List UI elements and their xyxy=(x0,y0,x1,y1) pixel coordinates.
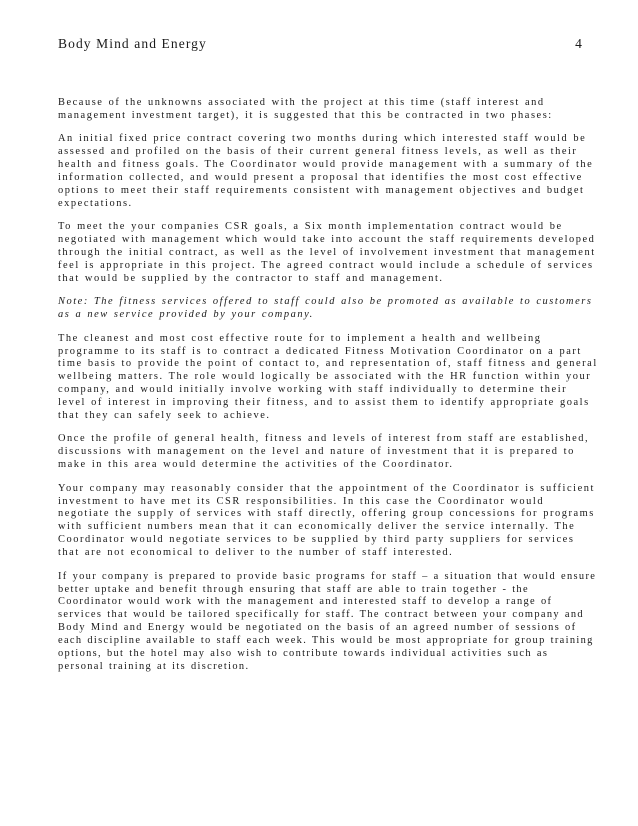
paragraph-csr-responsibilities: Your company may reasonably consider that the appointment of the Coordinator is sufficient investment to have met its CSR responsibilities. In this case the Coordinator would negotiate the supply of services with staff directly, offering group concessions for programs with sufficient numbers mean that it can economically deliver the service internally. The Coordinator would negotiate services to be supplied by third party suppliers for services that are not economical to deliver to the number of staff interested. xyxy=(58,482,595,559)
header-title: Body Mind and Energy xyxy=(58,36,207,51)
paragraph-basic-programs: If your company is prepared to provide basic programs for staff – a situation that would ensure better uptake and benefit through ensuring that staff are able to train together - the Coordinator would work with the management and interested staff to develop a range of services that would be tailored specifically for staff. The contract between your company and Body Mind and Energy would be negotiated on the basis of an agreed number of sessions of each discipline available to staff each week. This would be most appropriate for group training options, but the hotel may also wish to contribute towards individual activities such as personal training at its discretion. xyxy=(58,570,597,672)
paragraph-note: Note: The fitness services offered to staff could also be promoted as available to customers as a new service provided by your company. xyxy=(58,296,593,321)
paragraph-phases-intro: Because of the unknowns associated with the project at this time (staff interest and management investment target), it is suggested that this be contracted in two phases: xyxy=(58,97,553,121)
paragraph-implementation-contract: To meet the your companies CSR goals, a Six month implementation contract would be negotiated with management which would take into account the staff requirements developed through the initial contract, as well as the level of involvement investment that management feel is appropriate in this project. The agreed contract would include a schedule of services that would be supplied by the contractor to staff and management. xyxy=(58,221,596,284)
page-header xyxy=(58,36,583,56)
paragraph-initial-contract: An initial fixed price contract covering two months during which interested staff would be assessed and profiled on the basis of their current general fitness levels, as well as their health and fitness goals. The Coordinator would provide management with a summary of the information collected, and would present a proposal that identifies the most cost effective options to meet their staff requirements consistent with management objectives and budget expectations. xyxy=(58,133,594,209)
paragraph-profile-established: Once the profile of general health, fitness and levels of interest from staff are established, discussions with management on the level and nature of investment that it is prepared to make in this area would determine the activities of the Coordinator. xyxy=(58,433,590,471)
paragraph-coordinator-route: The cleanest and most cost effective route for to implement a health and wellbeing programme to its staff is to contract a dedicated Fitness Motivation Coordinator on a part time basis to provide the point of contact to, and representation of, staff fitness and general wellbeing matters. The role would logically be associated with the HR function within your company, and would initially involve working with staff individually to determine their level of interest in improving their fitness, and to assist them to identify appropriate goals that they can safely seek to achieve. xyxy=(58,332,598,422)
body-text xyxy=(58,97,598,684)
page-number: 4 xyxy=(575,36,583,51)
